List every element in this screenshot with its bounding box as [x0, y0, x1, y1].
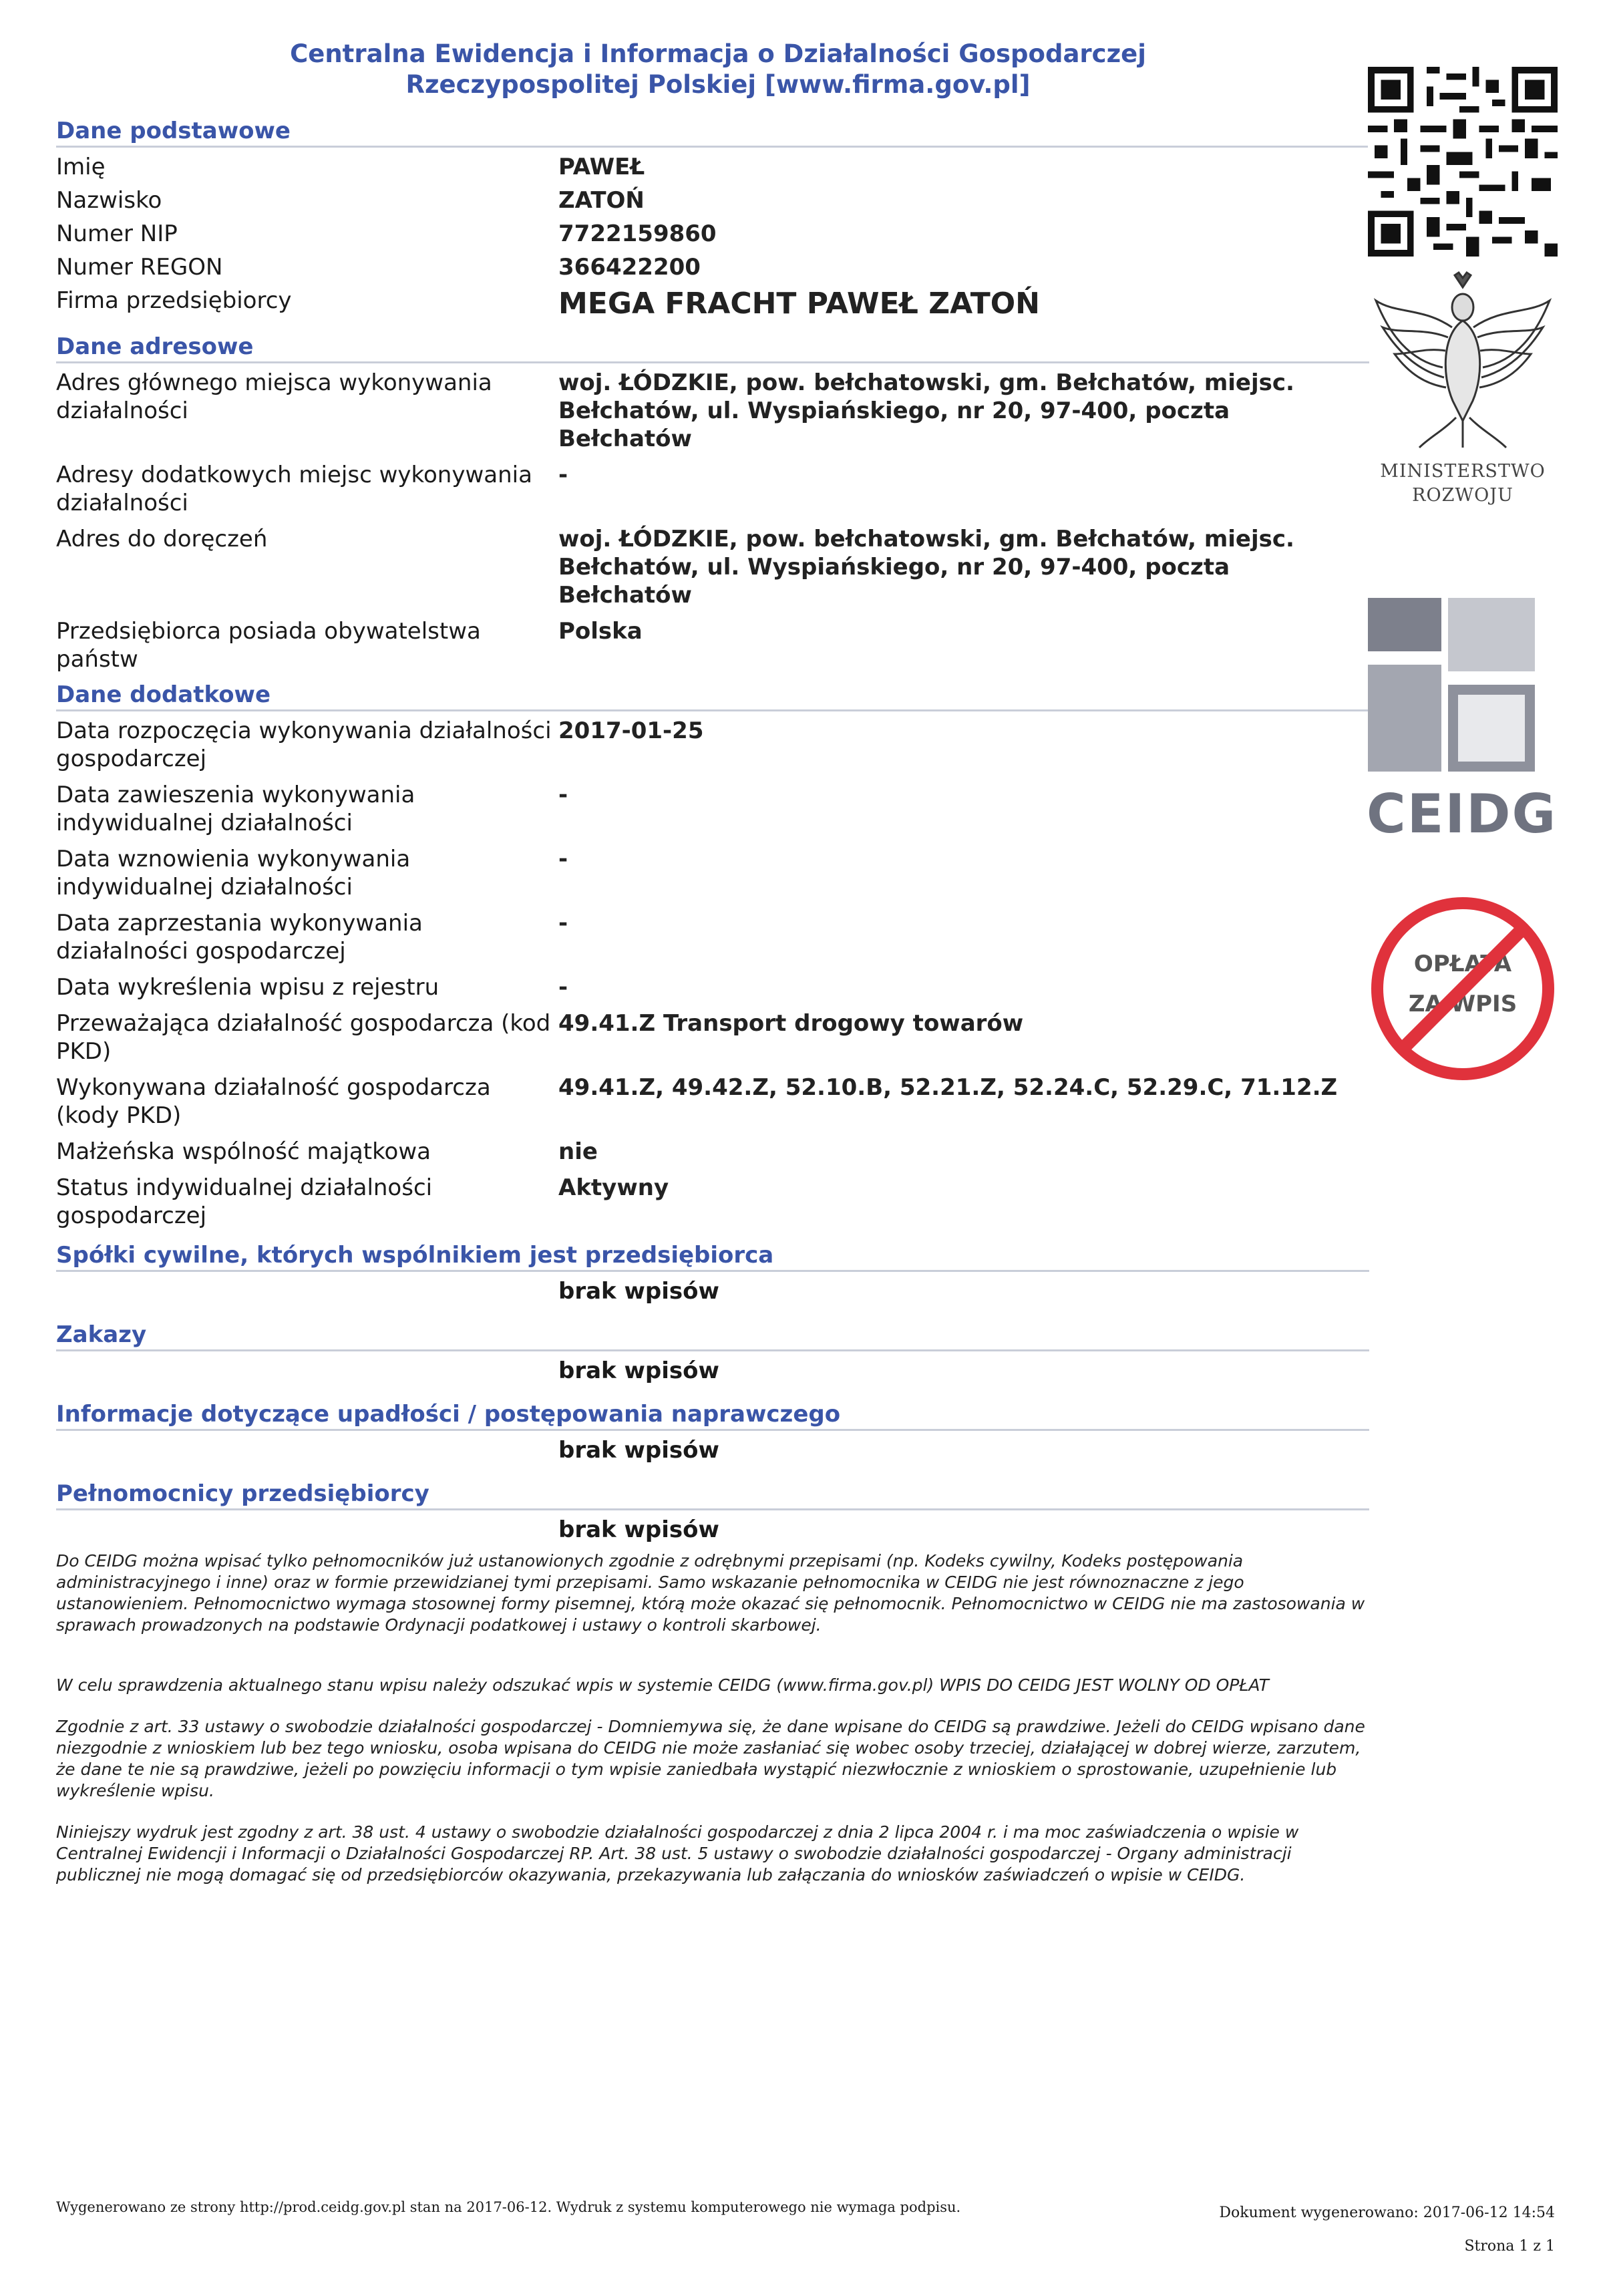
field-value: ZATOŃ: [558, 187, 645, 214]
field-label: Data zaprzestania wykonywania działalności gospodarczej: [56, 910, 423, 965]
field-row: [56, 781, 1369, 837]
field-value: -: [558, 974, 568, 1001]
field-label: Data rozpoczęcia wykonywania działalności gospodarczej: [56, 717, 552, 772]
ministry-line-2: ROZWOJU: [1412, 485, 1513, 506]
field-value: Polska: [558, 618, 643, 645]
section-basic-title: Dane podstawowe: [56, 118, 1369, 148]
field-row: [56, 1009, 1369, 1065]
company-name: MEGA FRACHT PAWEŁ ZATOŃ: [558, 287, 1040, 321]
field-row: [56, 1074, 1369, 1130]
field-value: woj. ŁÓDZKIE, pow. bełchatowski, gm. Bełchatów, miejsc. Bełchatów, ul. Wyspiańskiego, nr 20, 97-400, poczta Bełchatów: [558, 369, 1294, 452]
field-value: 49.41.Z Transport drogowy towarów: [558, 1010, 1024, 1037]
field-label: Adres do doręczeń: [56, 526, 268, 552]
section-proxies-title: Pełnomocnicy przedsiębiorcy: [56, 1480, 1369, 1510]
section-bans-title: Zakazy: [56, 1321, 1369, 1351]
field-row: [56, 186, 1369, 214]
section-bankruptcy-title: Informacje dotyczące upadłości / postępowania naprawczego: [56, 1401, 1369, 1431]
field-row: [56, 845, 1369, 901]
bankruptcy-value: brak wpisów: [558, 1437, 719, 1464]
field-row: [56, 461, 1369, 517]
field-label: Adresy dodatkowych miejsc wykonywania działalności: [56, 462, 532, 516]
field-value: Aktywny: [558, 1174, 669, 1201]
document-content: [56, 118, 1369, 1886]
field-row: [56, 909, 1369, 965]
field-row: [56, 973, 1369, 1001]
field-label: Firma przedsiębiorcy: [56, 287, 292, 314]
footer-source: Wygenerowano ze strony http://prod.ceidg.gov.pl stan na 2017-06-12. Wydruk z systemu komputerowego nie wymaga podpisu.: [56, 2199, 961, 2215]
section-address-title: Dane adresowe: [56, 333, 1369, 363]
free-of-charge-stamp: [1366, 892, 1560, 1086]
field-value: 366422200: [558, 254, 701, 281]
note-art33: Zgodnie z art. 33 ustawy o swobodzie działalności gospodarczej - Domniemywa się, że dane wpisane do CEIDG są prawdziwe. Jeżeli do CEIDG wpisano dane niezgodnie z wnioskiem lub bez tego wniosku, osoba wpisana do CEIDG nie może zasłaniać się wobec osoby trzeciej, działającej w dobrej wierze, zarzutem, że dane te nie są prawdziwe, jeżeli po powzięciu informacji o tym wpisie zaniedbała wystąpić niezwłocznie z wnioskiem o sprostowanie, uzupełnienie lub wykreślenie wpisu.: [56, 1717, 1365, 1800]
proxies-value: brak wpisów: [558, 1516, 719, 1543]
note-art38: Niniejszy wydruk jest zgodny z art. 38 ust. 4 ustawy o swobodzie działalności gospodarczej z dnia 2 lipca 2004 r. i ma moc zaświadczenia o wpisie w Centralnej Ewidencji i Informacji o Działalności Gospodarczej RP. Art. 38 ust. 5 ustawy o swobodzie działalności gospodarczej - Organy administracji publicznej nie mogą domagać się od przedsiębiorców okazywania, przekazywania lub załączania do wniosków zaświadczeń o wpisie w CEIDG.: [56, 1822, 1299, 1884]
qr-code-icon: [1368, 67, 1558, 257]
field-row: [56, 1138, 1369, 1166]
field-value: 7722159860: [558, 220, 717, 247]
note-proxies: Do CEIDG można wpisać tylko pełnomocników już ustanowionych zgodnie z odrębnymi przepisami (np. Kodeks cywilny, Kodeks postępowania administracyjnego i inne) oraz w formie przewidzianej tymi przepisami. Samo wskazanie pełnomocnika w CEIDG nie jest równoznaczne z jego ustanowieniem. Pełnomocnictwo wymaga stosownej formy pisemnej, którą może okazać się pełnomocnik. Pełnomocnictwo w CEIDG nie ma zastosowania w sprawach prowadzonych na podstawie Ordynacji podatkowej i ustawy o kontroli skarbowej.: [56, 1551, 1365, 1635]
no-sign-icon: [1366, 892, 1560, 1086]
document-header: [200, 39, 1236, 100]
field-value: -: [558, 462, 568, 488]
bans-value: brak wpisów: [558, 1357, 719, 1384]
field-row: [56, 717, 1369, 773]
section-partnerships-title: Spółki cywilne, których wspólnikiem jest przedsiębiorca: [56, 1242, 1369, 1272]
header-line-1: Centralna Ewidencja i Informacja o Działalności Gospodarczej: [290, 39, 1146, 68]
field-label: Status indywidualnej działalności gospodarczej: [56, 1174, 433, 1229]
field-label: Numer REGON: [56, 254, 223, 281]
field-row: [56, 253, 1369, 281]
partnerships-value: brak wpisów: [558, 1278, 719, 1305]
field-label: Nazwisko: [56, 187, 162, 214]
field-row: [56, 369, 1369, 453]
field-row: [56, 220, 1369, 248]
field-row: [56, 287, 1369, 321]
ceidg-logo-icon: [1368, 598, 1535, 772]
field-label: Wykonywana działalność gospodarcza (kody PKD): [56, 1074, 491, 1129]
section-extra-title: Dane dodatkowe: [56, 681, 1369, 711]
field-value: woj. ŁÓDZKIE, pow. bełchatowski, gm. Bełchatów, miejsc. Bełchatów, ul. Wyspiańskiego, nr 20, 97-400, poczta Bełchatów: [558, 526, 1294, 609]
field-label: Adres głównego miejsca wykonywania działalności: [56, 369, 492, 424]
footer-meta: [1219, 2196, 1555, 2263]
field-value: -: [558, 782, 568, 808]
header-line-2: Rzeczypospolitej Polskiej [www.firma.gov.pl]: [405, 70, 1031, 99]
field-row: [56, 525, 1369, 609]
field-value: 2017-01-25: [558, 717, 704, 744]
eagle-emblem-icon: [1363, 261, 1563, 454]
field-label: Imię: [56, 154, 106, 180]
field-label: Data wykreślenia wpisu z rejestru: [56, 974, 439, 1001]
field-value: -: [558, 910, 568, 937]
ministry-line-1: MINISTERSTWO: [1380, 461, 1546, 482]
field-label: Przedsiębiorca posiada obywatelstwa państw: [56, 618, 481, 673]
field-row: [56, 1174, 1369, 1230]
ministry-name: [1356, 460, 1570, 508]
field-value: nie: [558, 1138, 598, 1165]
field-label: Data zawieszenia wykonywania indywidualnej działalności: [56, 782, 415, 836]
ceidg-logo-text: CEIDG: [1367, 783, 1558, 845]
footer-generated: Dokument wygenerowano: 2017-06-12 14:54: [1219, 2204, 1555, 2221]
field-row: [56, 153, 1369, 181]
field-label: Numer NIP: [56, 220, 178, 247]
field-value: 49.41.Z, 49.42.Z, 52.10.B, 52.21.Z, 52.24.C, 52.29.C, 71.12.Z: [558, 1074, 1338, 1101]
stamp-line-1: OPŁATA: [1413, 951, 1512, 977]
page-number: Strona 1 z 1: [1464, 2238, 1555, 2255]
field-label: Małżeńska wspólność majątkowa: [56, 1138, 431, 1165]
stamp-line-2: ZA WPIS: [1408, 991, 1518, 1017]
field-row: [56, 617, 1369, 673]
note-check-status: W celu sprawdzenia aktualnego stanu wpisu należy odszukać wpis w systemie CEIDG (www.firma.gov.pl) WPIS DO CEIDG JEST WOLNY OD OPŁAT: [56, 1675, 1269, 1695]
field-label: Data wznowienia wykonywania indywidualnej działalności: [56, 846, 411, 900]
field-label: Przeważająca działalność gospodarcza (kod PKD): [56, 1010, 551, 1065]
field-value: -: [558, 846, 568, 872]
field-value: PAWEŁ: [558, 154, 645, 180]
